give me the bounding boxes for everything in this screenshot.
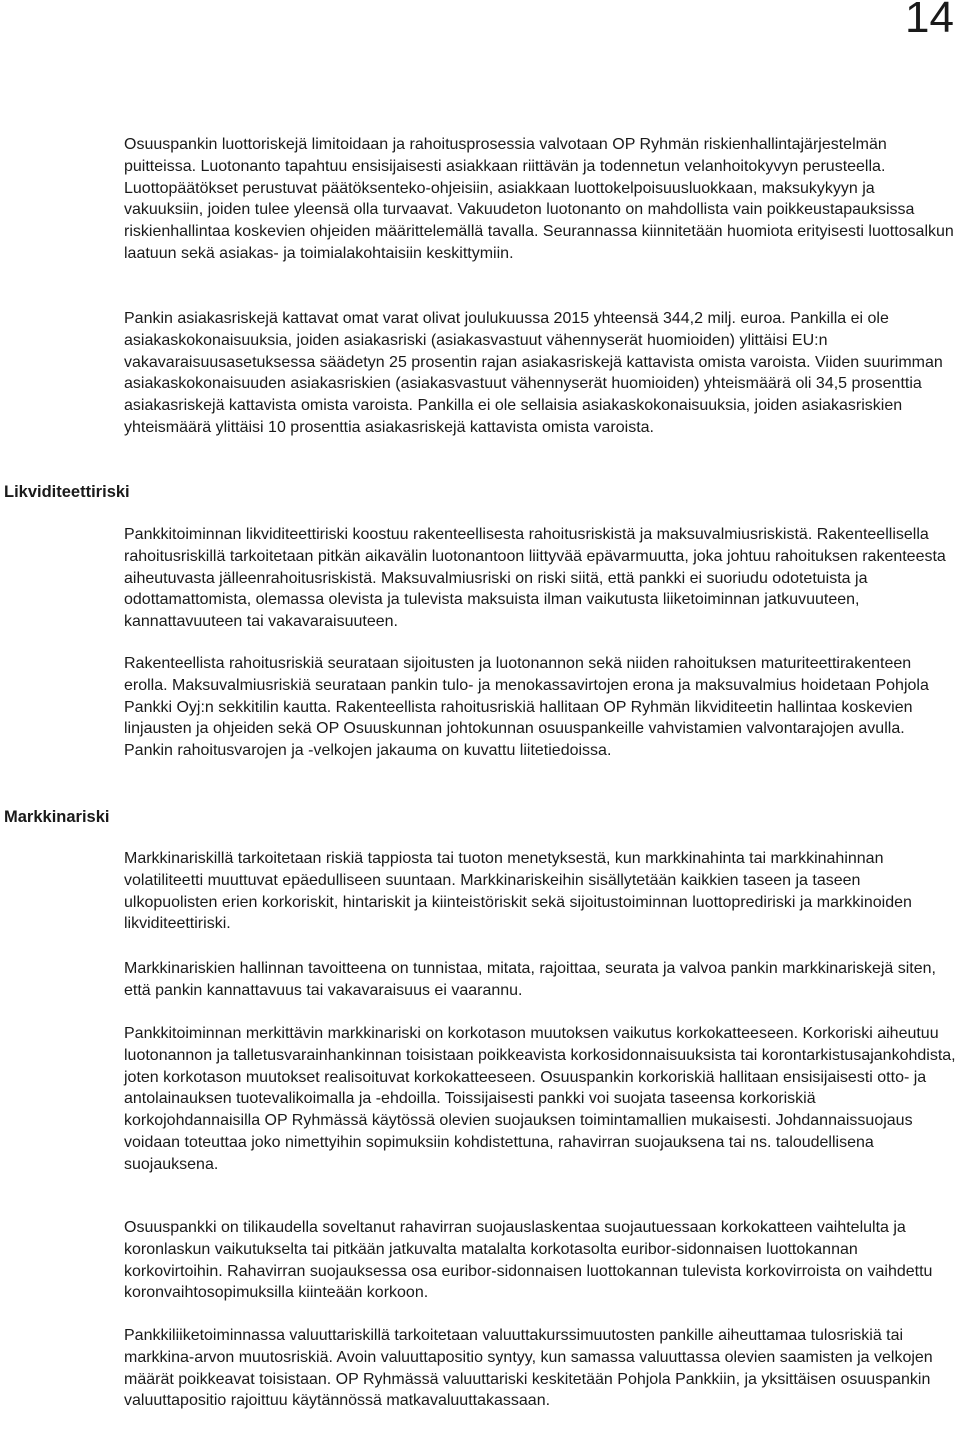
heading-liquidity-risk: Likviditeettiriski: [4, 483, 130, 501]
paragraph-interest-rate-risk: Pankkitoiminnan merkittävin markkinariski on korkotason muutoksen vaikutus korkokatteeseen. Korkoriski aiheutuu luotonannon ja talletusvarainhankinnan toisistaan poikkeavista korkosidonnaisuuksista tai korontarkistusajankohdista, joten korkotason muutokset realisoituvat korkokatteeseen. Osuuspankin korkoriskiä hallitaan ensisijaisesti otto- ja antolainauksen tuotevalikoimalla ja -ehdoilla. Toissijaisesti pankki voi suojata taseensa korkoriskiä korkojohdannaisilla OP Ryhmässä käytössä olevien suojauksen toimintamallien mukaisesti. Johdannaissuojaus voidaan toteuttaa joko nimettyihin sopimuksiin kohdistettuna, rahavirran suojauksena tai ns. taloudellisena suojauksena.: [124, 1025, 956, 1173]
paragraph-credit-risk-control: Osuuspankin luottoriskejä limitoidaan ja rahoitusprosessia valvotaan OP Ryhmän riskienhallintajärjestelmän puitteissa. Luotonanto tapahtuu ensisijaisesti asiakkaan riittävän ja todennetun velanhoitokyvyn perusteella. Luottopäätökset perustuvat päätöksenteko-ohjeisiin, asiakkaan luottokelpoisuusluokkaan, maksukykyyn ja vakuuksiin, joiden tulee yleensä olla turvaavat. Vakuudeton luotonanto on mahdollista vain poikkeustapauksissa riskienhallintaa koskevien ohjeiden määrittelemällä tavalla. Seurannassa kiinnitetään huomiota erityisesti luottosalkun laatuun sekä asiakas- ja toimialakohtaisiin keskittymiin.: [124, 136, 954, 262]
page-number: 14: [905, 0, 954, 42]
heading-market-risk: Markkinariski: [4, 808, 110, 826]
paragraph-cash-flow-hedging: Osuuspankki on tilikaudella soveltanut rahavirran suojauslaskentaa suojautuessaan korkokatteen vaihtelulta ja koronlaskun vaikutukselta tai pitkään jatkuvalta matalalta korkotasolta euribor-sidonnaisen luottokannan korkovirtoihin. Rahavirran suojauksessa osa euribor-sidonnaisen luottokannan tulevista korkovirroista on vaihdettu koronvaihtosopimuksilla kiinteään korkoon.: [124, 1219, 933, 1302]
paragraph-market-risk-management: Markkinariskien hallinnan tavoitteena on tunnistaa, mitata, rajoittaa, seurata ja valvoa pankin markkinariskejä siten, että pankin kannattavuus tai vakavaraisuus ei vaarannu.: [124, 960, 936, 999]
paragraph-liquidity-definition: Pankkitoiminnan likviditeettiriski koostuu rakenteellisesta rahoitusriskistä ja maksuvalmiusriskistä. Rakenteellisella rahoitusriskillä tarkoitetaan pitkän aikavälin luotonantoon liittyvää epävarmuutta, joka johtuu rahoituksen rakenteesta aiheutuvasta jälleenrahoitusriskistä. Maksuvalmiusriski on riski siitä, että pankki ei suoriudu odotetuista ja odottamattomista, olemassa olevista ja tulevista maksuista ilman vaikutusta liiketoiminnan jatkuvuuteen, kannattavuuteen tai vakavaraisuuteen.: [124, 526, 946, 631]
paragraph-market-risk-definition: Markkinariskillä tarkoitetaan riskiä tappiosta tai tuoton menetyksestä, kun markkinahinta tai markkinahinnan volatiliteetti muuttuvat epäedulliseen suuntaan. Markkinariskeihin sisällytetään kaikkien taseen ja taseen ulkopuolisten erien korkoriskit, hintariskit ja kiinteistöriskit sekä sijoitustoiminnan luottoprediriski ja markkinoiden likviditeettiriski.: [124, 850, 912, 933]
paragraph-liquidity-monitoring: Rakenteellista rahoitusriskiä seurataan sijoitusten ja luotonannon sekä niiden rahoituksen maturiteettirakenteen erolla. Maksuvalmiusriskiä seurataan pankin tulo- ja menokassavirtojen erona ja maksuvalmius hoidetaan Pohjola Pankki Oyj:n sekkitilin kautta. Rakenteellista rahoitusriskiä hallitaan OP Ryhmän likviditeetin hallintaa koskevien linjausten ja ohjeiden sekä OP Osuuskunnan johtokunnan osuuspankeille vahvistamien valvontarajojen avulla. Pankin rahoitusvarojen ja -velkojen jakauma on kuvattu liitetiedoissa.: [124, 655, 929, 760]
paragraph-customer-risks: Pankin asiakasriskejä kattavat omat varat olivat joulukuussa 2015 yhteensä 344,2 milj. euroa. Pankilla ei ole asiakaskokonaisuuksia, joiden asiakasriski (asiakasvastuut vähennyserät huomioiden) ylittäisi EU:n vakavaraisuusasetuksessa säädetyn 25 prosentin rajan asiakasriskejä kattavista omista varoista. Viiden suurimman asiakaskokonaisuuden asiakasriskien (asiakasvastuut vähennyserät huomioiden) yhteismäärä oli 34,5 prosenttia asiakasriskejä kattavista omista varoista. Pankilla ei ole sellaisia asiakaskokonaisuuksia, joiden asiakasriskien yhteismäärä ylittäisi 10 prosenttia asiakasriskejä kattavista omista varoista.: [124, 310, 943, 436]
paragraph-currency-risk: Pankkiliiketoiminnassa valuuttariskillä tarkoitetaan valuuttakurssimuutosten pankille aiheuttamaa tulosriskiä tai markkina-arvon muutosriskiä. Avoin valuuttapositio syntyy, kun samassa valuuttassa olevien saamisten ja velkojen määrät poikkeavat toisistaan. OP Ryhmässä valuuttariski keskitetään Pohjola Pankkiin, ja yksittäisen osuuspankin valuuttapositio rajoittuu käytännössä matkavaluuttakassaan.: [124, 1327, 933, 1410]
